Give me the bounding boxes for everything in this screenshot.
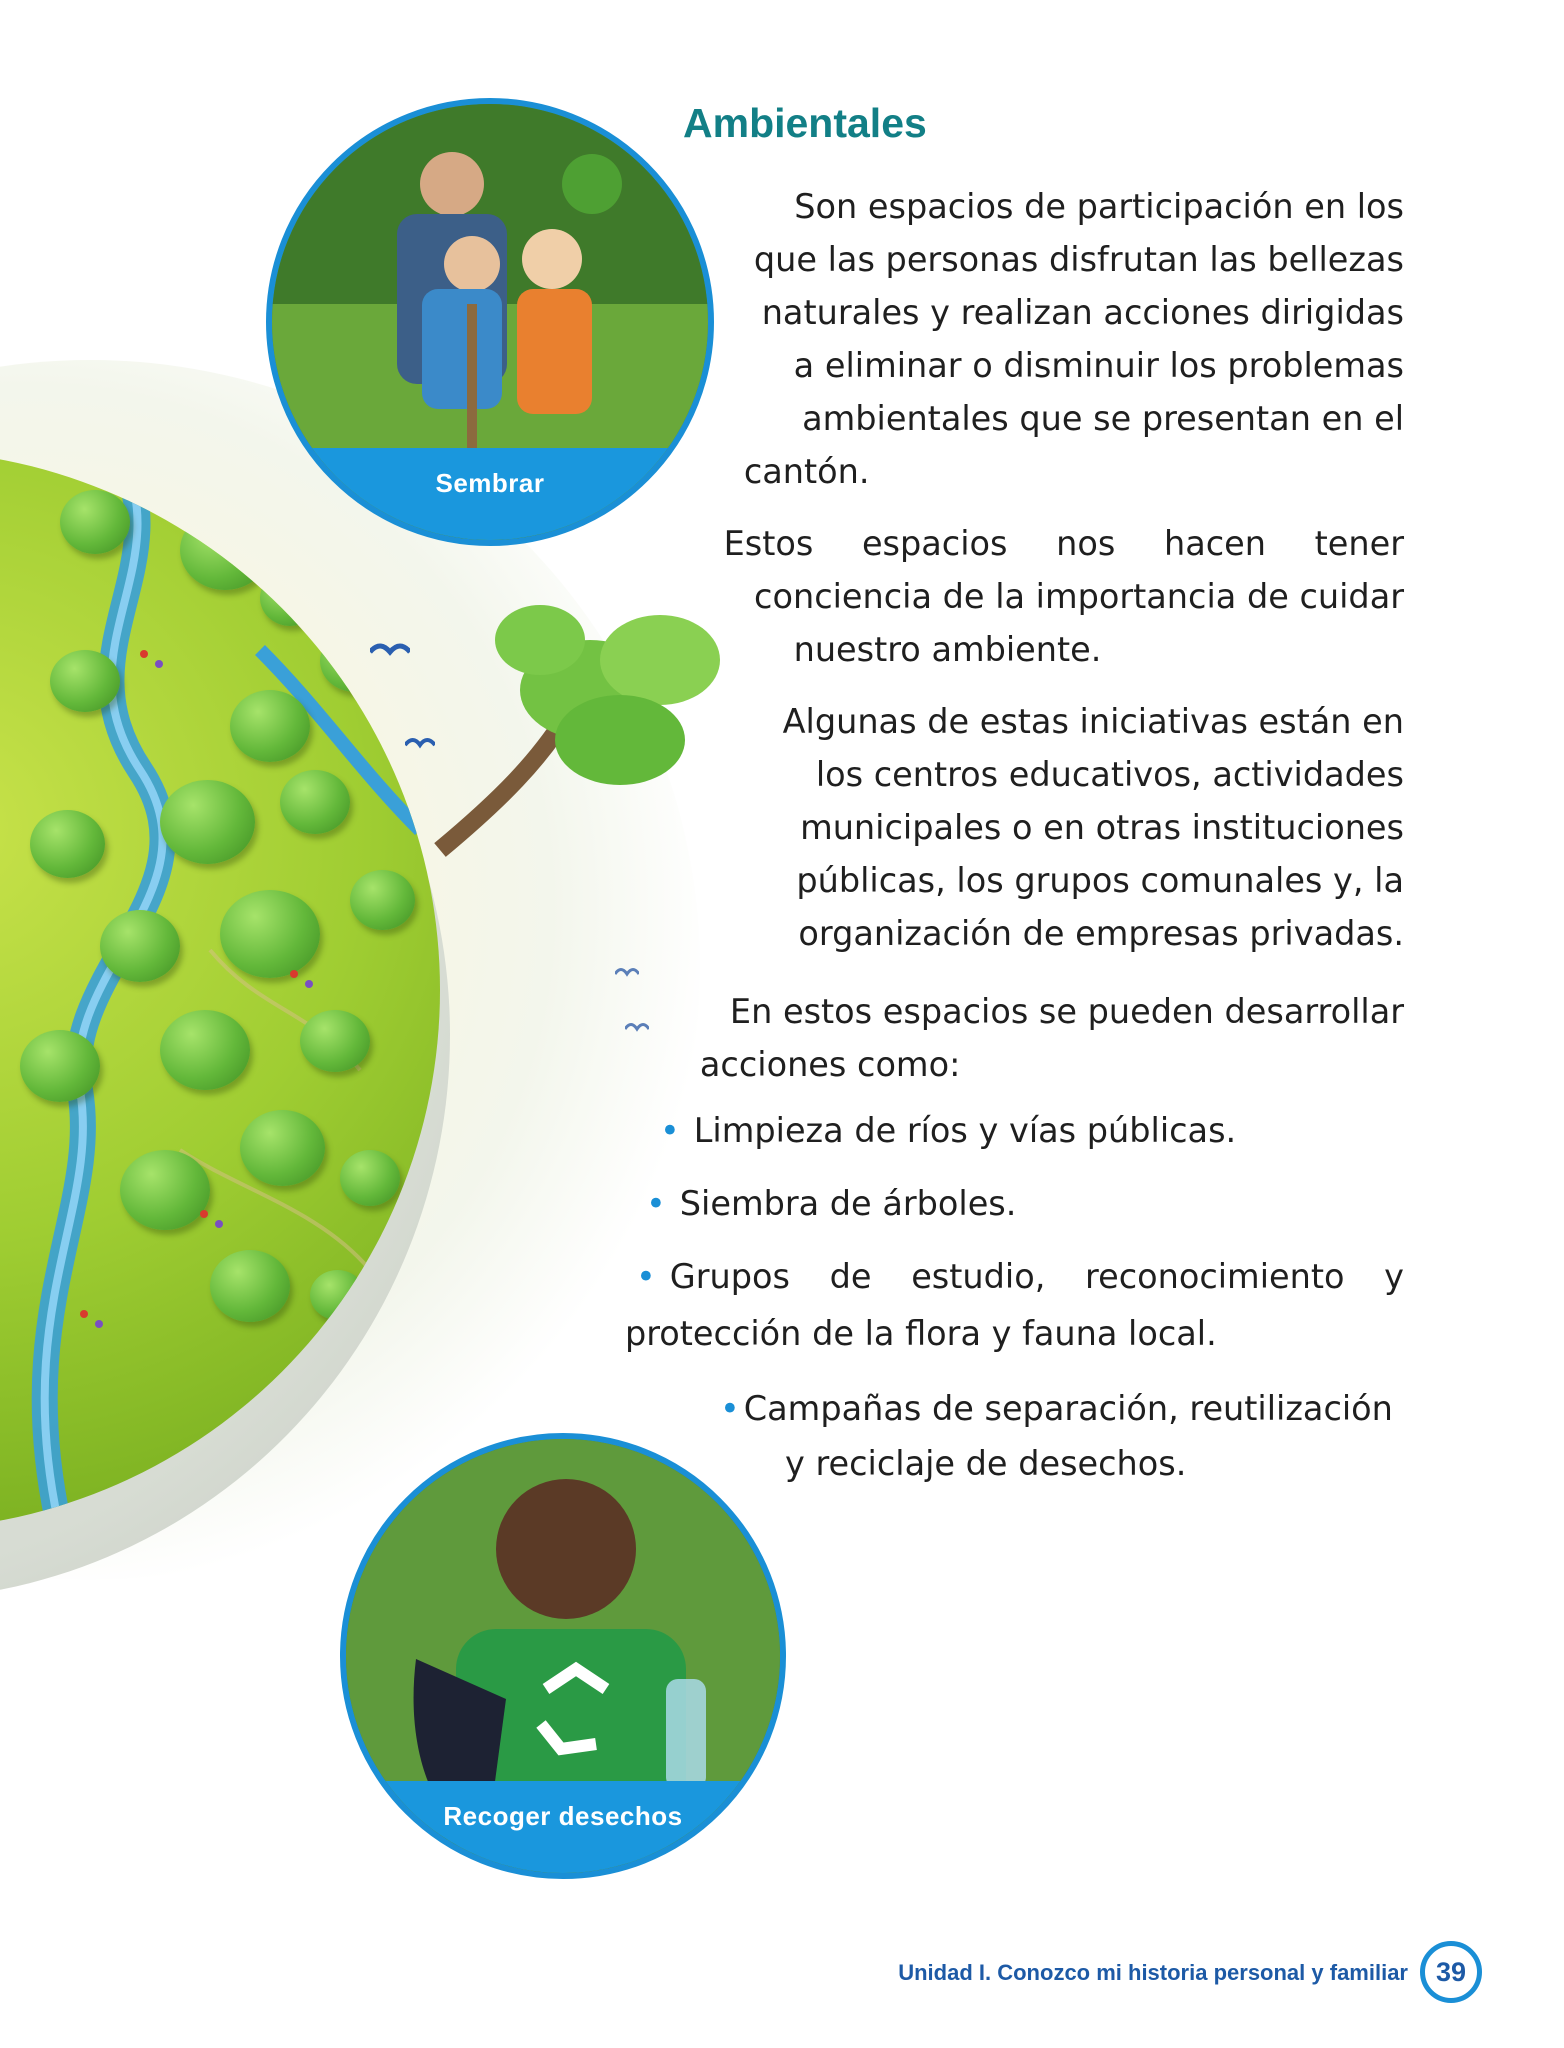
flower-icon — [215, 1220, 223, 1228]
photo-collecting-waste — [340, 1433, 786, 1879]
flower-icon — [140, 650, 148, 658]
flower-icon — [290, 970, 298, 978]
photo-caption: Sembrar — [435, 468, 545, 498]
paragraph-3 — [783, 695, 1404, 960]
bird-icon — [615, 965, 639, 983]
tree-icon — [160, 780, 255, 864]
text-line: los centros educativos, actividades — [815, 755, 1404, 794]
text-line: Son espacios de participación en los — [794, 187, 1404, 226]
text-line: naturales y realizan acciones dirigidas — [761, 293, 1404, 332]
tree-icon — [230, 690, 310, 762]
big-tree-icon — [420, 600, 740, 860]
tree-icon — [30, 810, 105, 878]
bullet-text: Grupos de estudio, reconocimiento y — [669, 1257, 1404, 1296]
flower-icon — [95, 1320, 103, 1328]
bullet-item — [636, 1249, 1404, 1305]
bullet-text: Campañas de separación, reutilización — [743, 1389, 1393, 1428]
tree-icon — [240, 1110, 325, 1186]
tree-icon — [310, 1270, 365, 1320]
page-number: 39 — [1420, 1941, 1482, 2003]
bullet-icon: • — [720, 1389, 740, 1428]
text-line: organización de empresas privadas. — [798, 914, 1404, 953]
tree-icon — [120, 1150, 210, 1230]
text-line: Algunas de estas iniciativas están en — [782, 702, 1404, 741]
paragraph-1 — [743, 180, 1404, 498]
tree-icon — [100, 910, 180, 982]
text-line: cantón. — [743, 452, 870, 491]
photo-planting — [266, 98, 714, 546]
text-line: a eliminar o disminuir los problemas — [793, 346, 1404, 385]
section-heading: Ambientales — [683, 100, 927, 146]
tree-icon — [210, 1250, 290, 1322]
flower-icon — [200, 1210, 208, 1218]
text-line: acciones como: — [699, 1045, 961, 1084]
flower-icon — [80, 1310, 88, 1318]
bullet-continuation — [785, 1436, 1186, 1492]
flower-icon — [305, 980, 313, 988]
text-line: Estos espacios nos hacen tener — [723, 524, 1404, 563]
tree-icon — [260, 570, 320, 626]
tree-icon — [20, 1030, 100, 1102]
photo-caption-band — [272, 448, 708, 540]
bird-icon — [405, 735, 435, 755]
paragraph-2 — [724, 517, 1404, 676]
flower-icon — [155, 660, 163, 668]
bullet-item — [646, 1176, 1016, 1232]
text-line: municipales o en otras instituciones — [800, 808, 1404, 847]
text-line: nuestro ambiente. — [793, 630, 1102, 669]
tree-icon — [60, 490, 130, 554]
text-line: ambientales que se presentan en el — [802, 399, 1404, 438]
text-line: conciencia de la importancia de cuidar — [754, 577, 1404, 616]
bird-icon — [625, 1020, 649, 1038]
bullet-item — [720, 1381, 1393, 1437]
tree-icon — [340, 1150, 400, 1206]
text-line: En estos espacios se pueden desarrollar — [729, 992, 1404, 1031]
bullet-text: protección de la flora y fauna local. — [625, 1314, 1217, 1353]
tree-icon — [220, 890, 320, 978]
bullet-item — [660, 1103, 1236, 1159]
bird-icon — [370, 640, 410, 664]
tree-icon — [160, 1010, 250, 1090]
tree-icon — [50, 650, 120, 712]
photo-caption-band — [346, 1781, 780, 1873]
bullet-icon: • — [636, 1257, 656, 1296]
bullet-text: Limpieza de ríos y vías públicas. — [693, 1111, 1237, 1150]
tree-icon — [280, 770, 350, 834]
tree-icon — [180, 510, 270, 590]
text-line: públicas, los grupos comunales y, la — [796, 861, 1404, 900]
text-line: que las personas disfrutan las bellezas — [753, 240, 1404, 279]
earth-globe-illustration — [0, 450, 440, 1530]
tree-icon — [300, 1010, 370, 1072]
bullet-text: Siembra de árboles. — [679, 1184, 1017, 1223]
bullet-continuation — [625, 1306, 1217, 1362]
paragraph-4 — [699, 985, 1404, 1091]
bullet-icon: • — [646, 1184, 666, 1223]
bullet-icon: • — [660, 1111, 680, 1150]
bullet-text: y reciclaje de desechos. — [785, 1444, 1187, 1483]
photo-caption: Recoger desechos — [443, 1801, 683, 1831]
tree-icon — [350, 870, 415, 930]
globe-scenery — [0, 450, 440, 1530]
footer-unit-title: Unidad I. Conozco mi historia personal y familiar — [898, 1960, 1408, 1985]
